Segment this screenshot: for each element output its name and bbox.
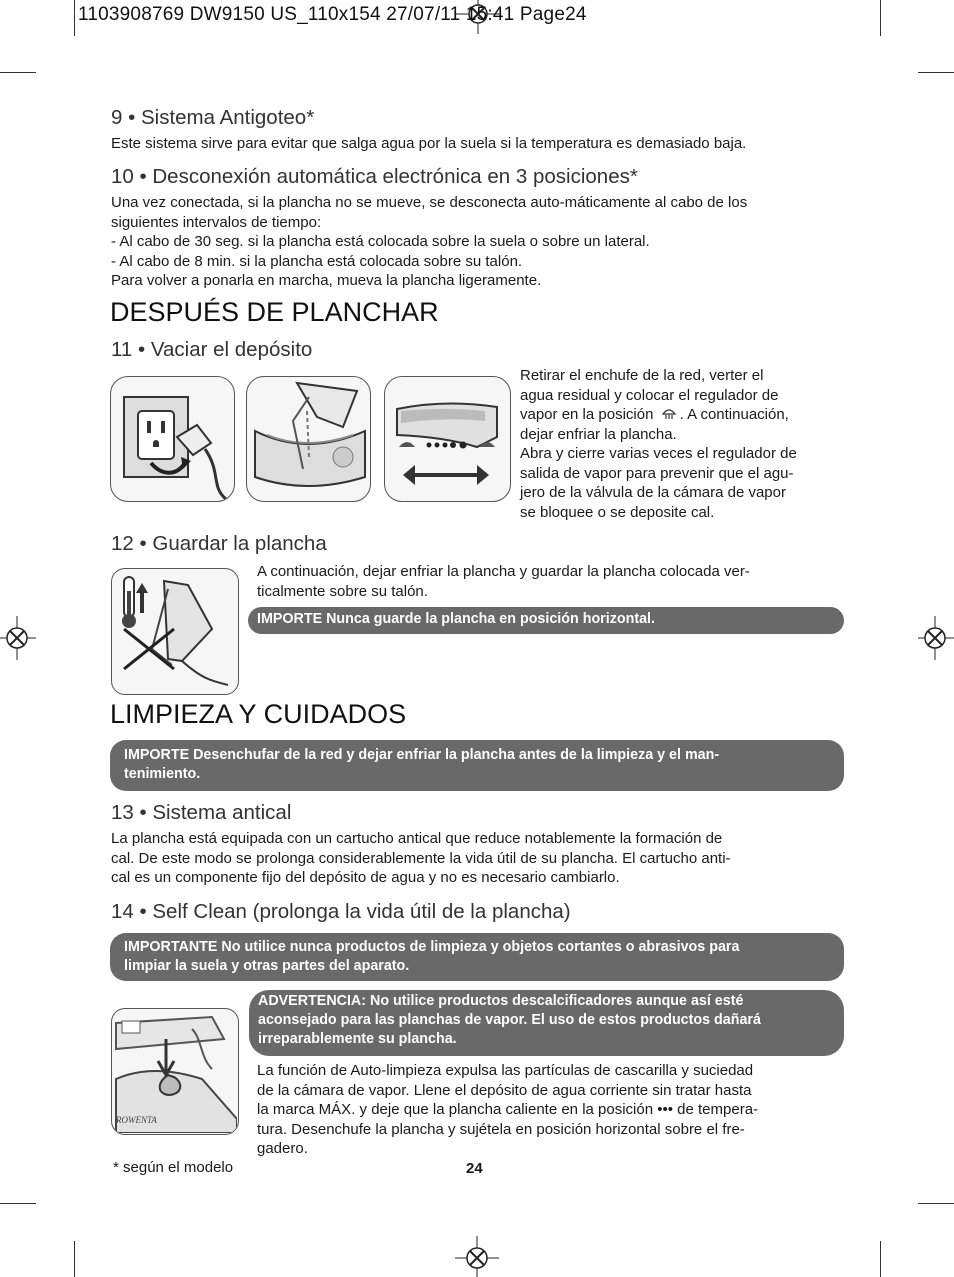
- body-line: gadero.: [257, 1140, 308, 1157]
- notice-no-abrasives: [110, 933, 844, 981]
- antical-body: [111, 829, 851, 888]
- body-line: Para volver a ponarla en marcha, mueva la plancha ligeramente.: [111, 272, 542, 289]
- illustration-store-upright: [111, 568, 239, 695]
- antigoteo-body: Este sistema sirve para evitar que salga agua por la suela si la temperatura es demasiado baja.: [111, 135, 747, 152]
- illustration-unplug: [110, 376, 235, 502]
- notice-line: tenimiento.: [124, 766, 201, 782]
- body-line: La función de Auto-limpieza expulsa las partículas de cascarilla y suciedad: [257, 1062, 754, 1079]
- notice-line: IMPORTE Desenchufar de la red y dejar enfriar la plancha antes de la limpieza y el man-: [124, 747, 720, 763]
- wall-outlet-icon: [111, 377, 233, 500]
- body-line: tura. Desenchufe la plancha y sujétela en posición horizontal sobre el fre-: [257, 1120, 745, 1138]
- body-line-part: . A continuación,: [679, 406, 789, 423]
- section-title-selfclean: 14 • Self Clean (prolonga la vida útil de la plancha): [111, 900, 571, 923]
- body-line: dejar enfriar la plancha.: [520, 425, 677, 443]
- page-number: 24: [466, 1160, 483, 1177]
- body-line: Una vez conectada, si la plancha no se mueve, se desconecta auto-máticamente al cabo de los: [111, 194, 748, 211]
- registration-mark-icon: [0, 616, 36, 660]
- notice-unplug-before-cleaning: [110, 740, 844, 791]
- steam-dial-icon: [385, 377, 509, 500]
- section-title-antigoteo: 9 • Sistema Antigoteo*: [111, 106, 315, 129]
- steam-off-icon: [658, 406, 680, 420]
- crop-mark: [880, 1241, 881, 1277]
- body-line: Abra y cierre varias veces el regulador de: [520, 445, 797, 462]
- heading-limpieza: LIMPIEZA Y CUIDADOS: [110, 699, 407, 729]
- body-line: de la cámara de vapor. Llene el depósito de agua corriente sin tratar hasta: [257, 1081, 752, 1099]
- body-line-part: vapor en la posición: [520, 406, 654, 423]
- brand-logo: ROWENTA: [116, 1115, 157, 1125]
- crop-mark: [0, 72, 36, 73]
- crop-mark: [918, 1203, 954, 1204]
- body-line: la marca MÁX. y deje que la plancha caliente en la posición ••• de tempera-: [257, 1101, 759, 1118]
- body-line: agua residual y colocar el regulador de: [520, 386, 779, 404]
- body-line: ticalmente sobre su talón.: [257, 582, 428, 600]
- crop-mark: [880, 0, 881, 36]
- notice-line: IMPORTANTE No utilice nunca productos de limpieza y objetos cortantes o abrasivos para: [124, 939, 740, 955]
- vaciar-body: [520, 366, 850, 522]
- desconexion-body: [111, 193, 856, 291]
- illustration-self-clean: [111, 1008, 239, 1135]
- warning-line: ADVERTENCIA: No utilice productos descalcificadores aunque así esté: [258, 993, 744, 1009]
- notice-store-horizontal: [248, 607, 844, 634]
- crop-mark: [74, 1241, 75, 1277]
- notice-text: IMPORTE Nunca guarde la plancha en posición horizontal.: [257, 611, 655, 627]
- registration-mark-icon: [455, 1236, 499, 1277]
- body-line: cal es un componente fijo del depósito de agua y no es necesario cambiarlo.: [111, 869, 620, 886]
- body-line: - Al cabo de 30 seg. si la plancha está colocada sobre la suela o sobre un lateral.: [111, 233, 650, 250]
- arrow-up-icon: [136, 583, 148, 613]
- section-title-antical: 13 • Sistema antical: [111, 801, 292, 824]
- guardar-body: [257, 562, 847, 601]
- body-line: La plancha está equipada con un cartucho antical que reduce notablemente la formación de: [111, 830, 723, 847]
- crop-mark: [74, 0, 75, 36]
- illustration-steam-control: [384, 376, 511, 502]
- print-slug: 1103908769 DW9150 US_110x154 27/07/11 15:41 Page24: [78, 4, 587, 25]
- warning-line: irreparablemente su plancha.: [258, 1031, 457, 1047]
- registration-mark-icon: [918, 616, 954, 660]
- body-line: Retirar el enchufe de la red, verter el: [520, 367, 764, 384]
- body-line: A continuación, dejar enfriar la plancha y guardar la plancha colocada ver-: [257, 563, 750, 580]
- body-line: salida de vapor para prevenir que el agu-: [520, 464, 794, 482]
- body-line: se bloquee o se deposite cal.: [520, 503, 715, 521]
- section-title-desconexion: 10 • Desconexión automática electrónica en 3 posiciones*: [111, 165, 638, 188]
- heading-despues: DESPUÉS DE PLANCHAR: [110, 297, 439, 327]
- selfclean-body: [257, 1061, 852, 1159]
- section-title-vaciar: 11 • Vaciar el depósito: [111, 338, 313, 361]
- body-line: [520, 405, 850, 425]
- illustration-empty-water: [246, 376, 371, 502]
- body-line: cal. De este modo se prolonga considerablemente la vida útil de su plancha. El cartucho anti-: [111, 849, 731, 867]
- warning-descaling: [249, 990, 844, 1056]
- section-title-guardar: 12 • Guardar la plancha: [111, 532, 327, 555]
- warning-line: aconsejado para las planchas de vapor. El uso de estos productos dañará: [258, 1012, 761, 1028]
- body-line: jero de la válvula de la cámara de vapor: [520, 484, 786, 501]
- crop-mark: [918, 72, 954, 73]
- thermometer-icon: [122, 577, 136, 628]
- body-line: siguientes intervalos de tiempo:: [111, 213, 322, 231]
- footnote: * según el modelo: [113, 1159, 234, 1176]
- notice-line: limpiar la suela y otras partes del aparato.: [124, 958, 410, 974]
- body-line: - Al cabo de 8 min. si la plancha está colocada sobre su talón.: [111, 252, 523, 270]
- crop-mark: [0, 1203, 36, 1204]
